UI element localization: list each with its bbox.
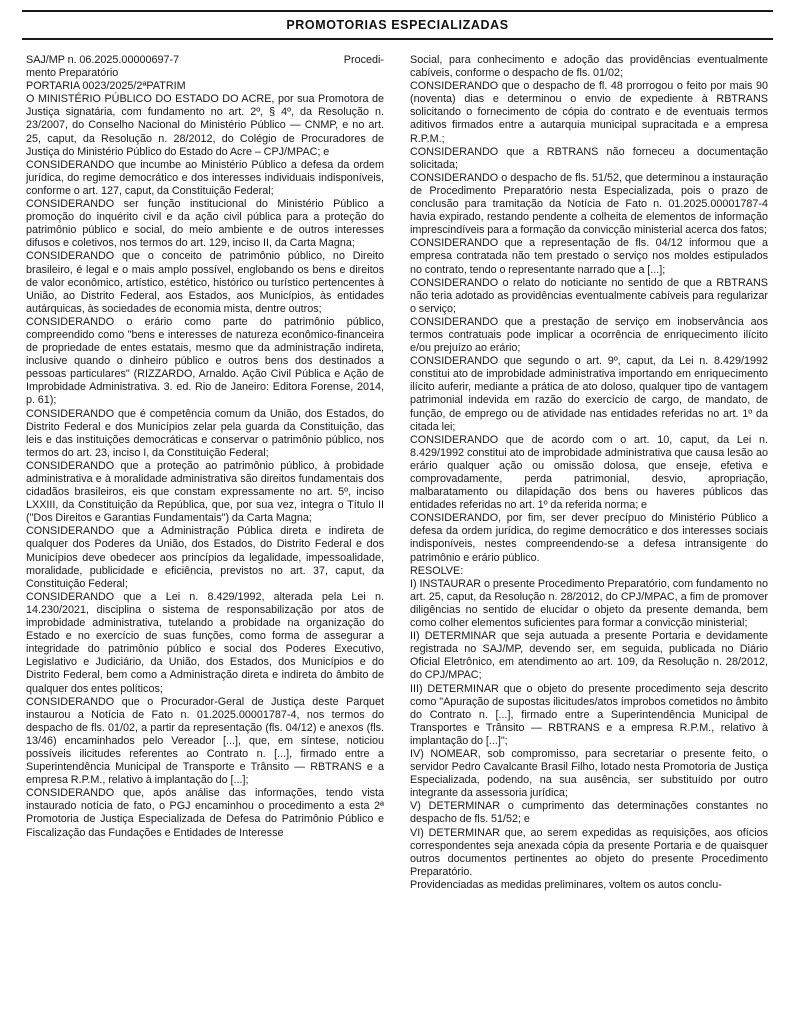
paragraph: CONSIDERANDO que, após análise das informações, tendo vista instaurado notícia de fato, o PGJ encaminhou o procedimento a esta 2ª Promotoria de Justiça Especializada de Defesa do Patrimônio Público e Fiscalização das Fundações e Entidades de Interesse [26,787,384,839]
paragraph: O MINISTÉRIO PÚBLICO DO ESTADO DO ACRE, por sua Promotora de Justiça signatária, com fundamento no art. 2º, § 4º, da Resolução n. 23/2007, do Conselho Nacional do Ministério Público — CNMP, e no art. 25, caput, da Resolução n. 28/2012, do Colégio de Procuradores de Justiça do Ministério Público do Estado do Acre – CPJ/MPAC; e [26,93,384,158]
paragraph: CONSIDERANDO que a proteção ao patrimônio público, à probidade administrativa e à moralidade administrativa são direitos fundamentais dos cidadãos brasileiros, eis que constam expressamente no art. 5º, inciso LXXIII, da Constituição da República, que, por sua vez, integra o Título II ("Dos Direitos e Garantias Fundamentais") da Carta Magna; [26,459,384,525]
resolve-item: I) INSTAURAR o presente Procedimento Preparatório, com fundamento no art. 25, caput, da Resolução n. 28/2012, do CPJ/MPAC, a fim de promover diligências no sentido de elucidar o objeto da presente demanda, bem como colher elementos suficientes para formar a convicção ministerial; [410,577,768,630]
closing-line: Providenciadas as medidas preliminares, voltem os autos conclu- [410,878,722,891]
process-type-line2: mento Preparatório [26,67,119,80]
resolve-item: IV) NOMEAR, sob compromisso, para secretariar o presente feito, o servidor Pedro Cavalcante Brasil Filho, lotado nesta Promotoria de Justiça Especializada, podendo, na sua ausência, ser substituído por outro integrante da assessoria jurídica; [410,747,768,800]
portaria-number: PORTARIA 0023/2025/2ªPATRIM [26,80,186,93]
resolve-label: RESOLVE: [410,564,464,577]
resolve-item: VI) DETERMINAR que, ao serem expedidas as requisições, aos ofícios correspondentes seja anexada cópia da presente Portaria e de quaisquer outros documentos pertinentes ao objeto do presente Procedimento Preparatório. [410,826,768,878]
process-number: SAJ/MP n. 06.2025.00000697-7 [26,54,180,66]
page-header [22,10,773,40]
paragraph: CONSIDERANDO que a Lei n. 8.429/1992, alterada pela Lei n. 14.230/2021, disciplina o sistema de responsabilização por atos de improbidade administrativa, tutelando a probidade na organização do Estado e no exercício de suas funções, como forma de assegurar a integridade do patrimônio público e social dos Poderes Executivo, Legislativo e Judiciário, da União, dos Estados, dos Municípios e do Distrito Federal, bem como a Administração direta e indireta do âmbito de qualquer dos entes políticos; [26,590,384,695]
resolve-item: III) DETERMINAR que o objeto do presente procedimento seja descrito como "Apuração de supostas ilicitudes/atos ímprobos cometidos no âmbito do Contrato n. [...], firmado entre a Superintendência Municipal de Transportes e Trânsito — RBTRANS e a empresa R.P.M., relativo à implantação do [...]"; [410,682,768,747]
paragraph: CONSIDERANDO que o conceito de patrimônio público, no Direito brasileiro, é legal e o mais amplo possível, englobando os bens e direitos de valor econômico, artístico, estético, histórico ou turístico pertencentes à União, ao Distrito Federal, aos Estados, aos Municípios, às entidades autárquicas, às sociedades de economia mista, dentre outros; [26,250,384,315]
paragraph: CONSIDERANDO que segundo o art. 9º, caput, da Lei n. 8.429/1992 constitui ato de improbidade administrativa importando em enriquecimento ilícito auferir, mediante a prática de ato doloso, qualquer tipo de vantagem patrimonial indevida em razão do exercício de cargo, de mandato, de função, de emprego ou de atividade nas entidades referidas no art. 1º da citada lei; [410,355,768,433]
paragraph: CONSIDERANDO que o Procurador-Geral de Justiça deste Parquet instaurou a Notícia de Fato n. 01.2025.00001787-4, nos termos do despacho de fls. 01/02, a partir da representação (fls. 04/12) e anexos (fls. 13/46) encaminhados pelo Vereador [...], que, em síntese, noticiou possíveis ilicitudes referentes ao Contrato n. [...], firmado entre a Superintendência Municipal de Transporte e Trânsito — RBTRANS e a empresa R.P.M., relativo à implantação do [...]; [26,695,384,787]
paragraph: CONSIDERANDO que a representação de fls. 04/12 informou que a empresa contratada não tem prestado o serviço nos moldes estipulados no contrato, tendo o representante narrado que a [...]; [410,237,768,276]
document-page [0,10,795,1034]
resolve-item: II) DETERMINAR que seja autuada a presente Portaria e devidamente registrada no SAJ/MP, devendo ser, em seguida, publicada no Diário Oficial Eletrônico, em atendimento ao art. 109, da Resolução n. 28/2012, do CPJ/MPAC; [410,630,768,682]
paragraph: CONSIDERANDO que o despacho de fl. 48 prorrogou o feito por mais 90 (noventa) dias e determinou o envio de expediente à RBTRANS solicitando o fornecimento de cópia do contrato e de eventuais termos aditivos firmados entre a autarquia municipal supracitada e a empresa R.P.M.; [410,80,768,145]
two-column-body [0,40,795,892]
paragraph: CONSIDERANDO que é competência comum da União, dos Estados, do Distrito Federal e dos Municípios zelar pela guarda da Constituição, das leis e das instituições democráticas e conservar o patrimônio público, nos termos do art. 23, inciso I, da Constituição Federal; [26,407,384,459]
paragraph: CONSIDERANDO que de acordo com o art. 10, caput, da Lei n. 8.429/1992 constitui ato de improbidade administrativa que causa lesão ao erário qualquer ação ou omissão dolosa, que enseje, efetiva e comprovadamente, perda patrimonial, desvio, apropriação, malbaratamento ou dilapidação dos bens ou haveres públicos das entidades referidas no art. 1º da referida norma; e [410,433,768,512]
resolve-item: V) DETERMINAR o cumprimento das determinações constantes no despacho de fls. 51/52; e [410,800,768,826]
paragraph: CONSIDERANDO que incumbe ao Ministério Público a defesa da ordem jurídica, do regime democrático e dos interesses individuais indisponíveis, conforme o art. 127, caput, da Constituição Federal; [26,158,384,197]
left-column [26,54,384,892]
paragraph: CONSIDERANDO o despacho de fls. 51/52, que determinou a instauração de Procedimento Preparatório nesta Especializada, pois o prazo de conclusão para tramitação da Notícia de Fato n. 01.2025.00001787-4 havia expirado, restando pendente a colheita de elementos de informação imprescindíveis para a formação da convicção ministerial acerca dos fatos; [410,171,768,237]
paragraph: Social, para conhecimento e adoção das providências eventualmente cabíveis, conforme o despacho de fls. 01/02; [410,54,768,80]
paragraph: CONSIDERANDO que a RBTRANS não forneceu a documentação solicitada; [410,145,768,171]
right-column [410,54,768,892]
paragraph: CONSIDERANDO que a prestação de serviço em inobservância aos termos contratuais pode implicar a ocorrência de enriquecimento ilícito e/ou prejuízo ao erário; [410,315,768,355]
page-title: PROMOTORIAS ESPECIALIZADAS [286,18,509,32]
paragraph: CONSIDERANDO o erário como parte do patrimônio público, compreendido como "bens e interesses de natureza econômico-financeira de propriedade de entes estatais, mesmo que da administração indireta, inclusive quando o dinheiro público e outros bens dos destinados a pessoas particulares" (RIZZARDO, Arnaldo. Ação Civil Pública e Ação de Improbidade Administrativa. 3. ed. Rio de Janeiro: Editora Forense, 2014, p. 61); [26,315,384,407]
paragraph: CONSIDERANDO que a Administração Pública direta e indireta de qualquer dos Poderes da União, dos Estados, do Distrito Federal e dos Municípios deve obedecer aos princípios da legalidade, impessoalidade, moralidade, publicidade e eficiência, previstos no art. 37, caput, da Constituição Federal; [26,525,384,590]
process-type-line1: Procedi- [343,54,384,66]
paragraph: CONSIDERANDO, por fim, ser dever precípuo do Ministério Público a defesa da ordem jurídica, do regime democrático e dos interesses sociais indisponíveis, nestes compreendendo-se a defesa intransigente do patrimônio e erário público. [410,512,768,564]
paragraph: CONSIDERANDO ser função institucional do Ministério Público a promoção do inquérito civil e da ação civil pública para a proteção do patrimônio público e social, do meio ambiente e de outros interesses difusos e coletivos, nos termos do art. 129, inciso II, da Carta Magna; [26,198,384,250]
process-header-line [26,54,384,67]
paragraph: CONSIDERANDO o relato do noticiante no sentido de que a RBTRANS não teria adotado as providências eventualmente cabíveis para regularizar o serviço; [410,276,768,315]
